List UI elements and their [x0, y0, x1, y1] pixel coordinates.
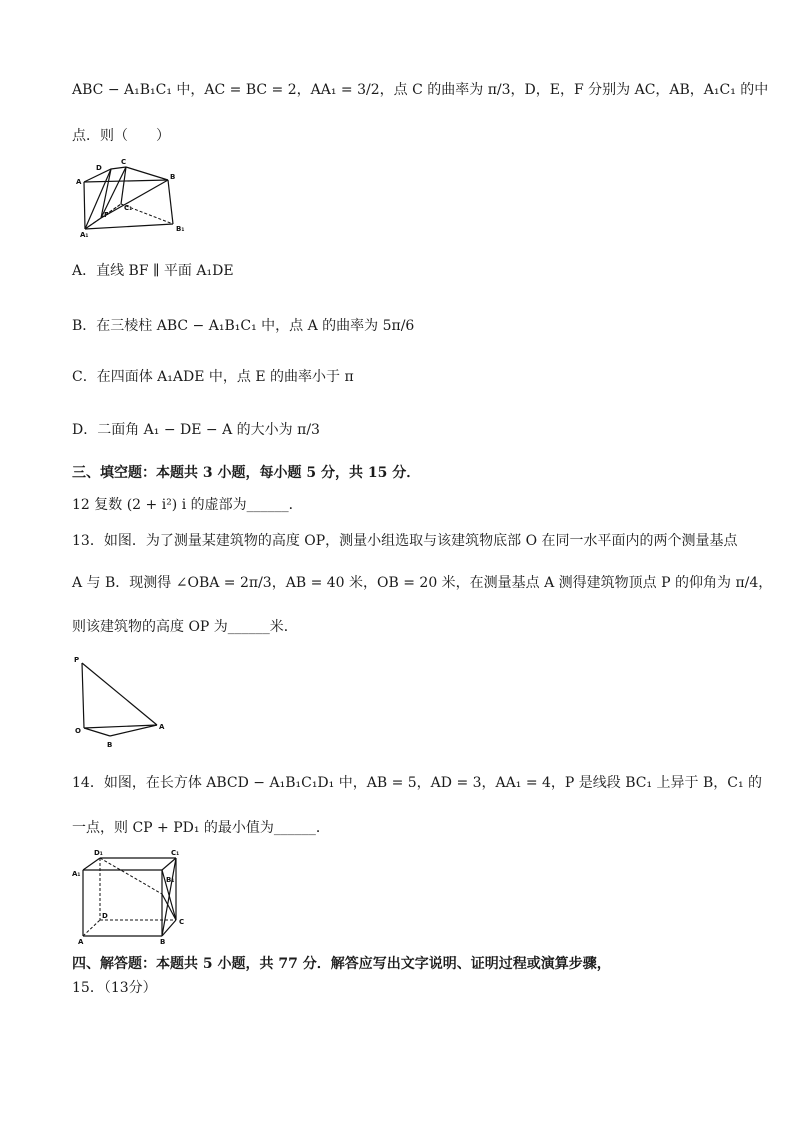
label-P: P	[74, 656, 80, 664]
question-stem-line-1: ABC − A₁B₁C₁ 中，AC = BC = 2，AA₁ = 3/2，点 C 的曲率为 π/3，D，E，F 分别为 AC，AB，A₁C₁ 的中	[72, 82, 769, 98]
label-O: O	[75, 727, 81, 735]
label-A: A	[78, 938, 84, 946]
question-14-line-1: 14．如图，在长方体 ABCD − A₁B₁C₁D₁ 中，AB = 5，AD = 3，AA₁ = 4，P 是线段 BC₁ 上异于 B，C₁ 的	[72, 775, 763, 791]
label-B: B	[160, 938, 166, 946]
option-a: A．直线 BF ∥ 平面 A₁DE	[72, 263, 234, 279]
label-B1: B₁	[176, 225, 185, 233]
label-B: B	[170, 173, 176, 181]
section-3-heading: 三、填空题：本题共 3 小题，每小题 5 分，共 15 分．	[72, 465, 421, 481]
cuboid-figure	[70, 846, 190, 950]
label-D: D	[102, 912, 108, 920]
label-D: D	[96, 164, 102, 172]
option-b: B．在三棱柱 ABC − A₁B₁C₁ 中，点 A 的曲率为 5π/6	[72, 318, 415, 334]
label-D1: D₁	[94, 849, 103, 857]
question-14-line-2: 一点，则 CP + PD₁ 的最小值为______．	[72, 820, 330, 836]
label-F: F	[104, 211, 109, 219]
question-stem-line-2: 点．则（ ）	[72, 128, 170, 144]
label-A: A	[76, 178, 82, 186]
building-figure	[70, 650, 170, 754]
question-13-line-2: A 与 B．现测得 ∠OBA = 2π/3，AB = 40 米，OB = 20 米，在测量基点 A 测得建筑物顶点 P 的仰角为 π/4，	[72, 575, 773, 591]
label-B: B	[107, 741, 113, 749]
prism-figure	[76, 156, 186, 242]
label-C: C	[121, 158, 127, 166]
question-15: 15．（13分）	[72, 980, 157, 996]
question-13-line-1: 13．如图．为了测量某建筑物的高度 OP，测量小组选取与该建筑物底部 O 在同一水平面内的两个测量基点	[72, 533, 738, 549]
label-A: A	[159, 723, 165, 731]
section-4-heading: 四、解答题：本题共 5 小题，共 77 分．解答应写出文字说明、证明过程或演算步骤，	[72, 956, 611, 972]
option-c: C．在四面体 A₁ADE 中，点 E 的曲率小于 π	[72, 369, 354, 385]
question-12: 12 复数 (2 + i²) i 的虚部为______．	[72, 497, 303, 513]
label-A1: A₁	[72, 870, 81, 878]
label-B1: B₁	[166, 876, 175, 884]
option-d: D．二面角 A₁ − DE − A 的大小为 π/3	[72, 422, 320, 438]
label-C: C	[179, 918, 185, 926]
label-C1: C₁	[124, 204, 133, 212]
label-C1: C₁	[171, 849, 180, 857]
label-A1: A₁	[80, 231, 89, 238]
question-13-line-3: 则该建筑物的高度 OP 为______米．	[72, 619, 298, 635]
